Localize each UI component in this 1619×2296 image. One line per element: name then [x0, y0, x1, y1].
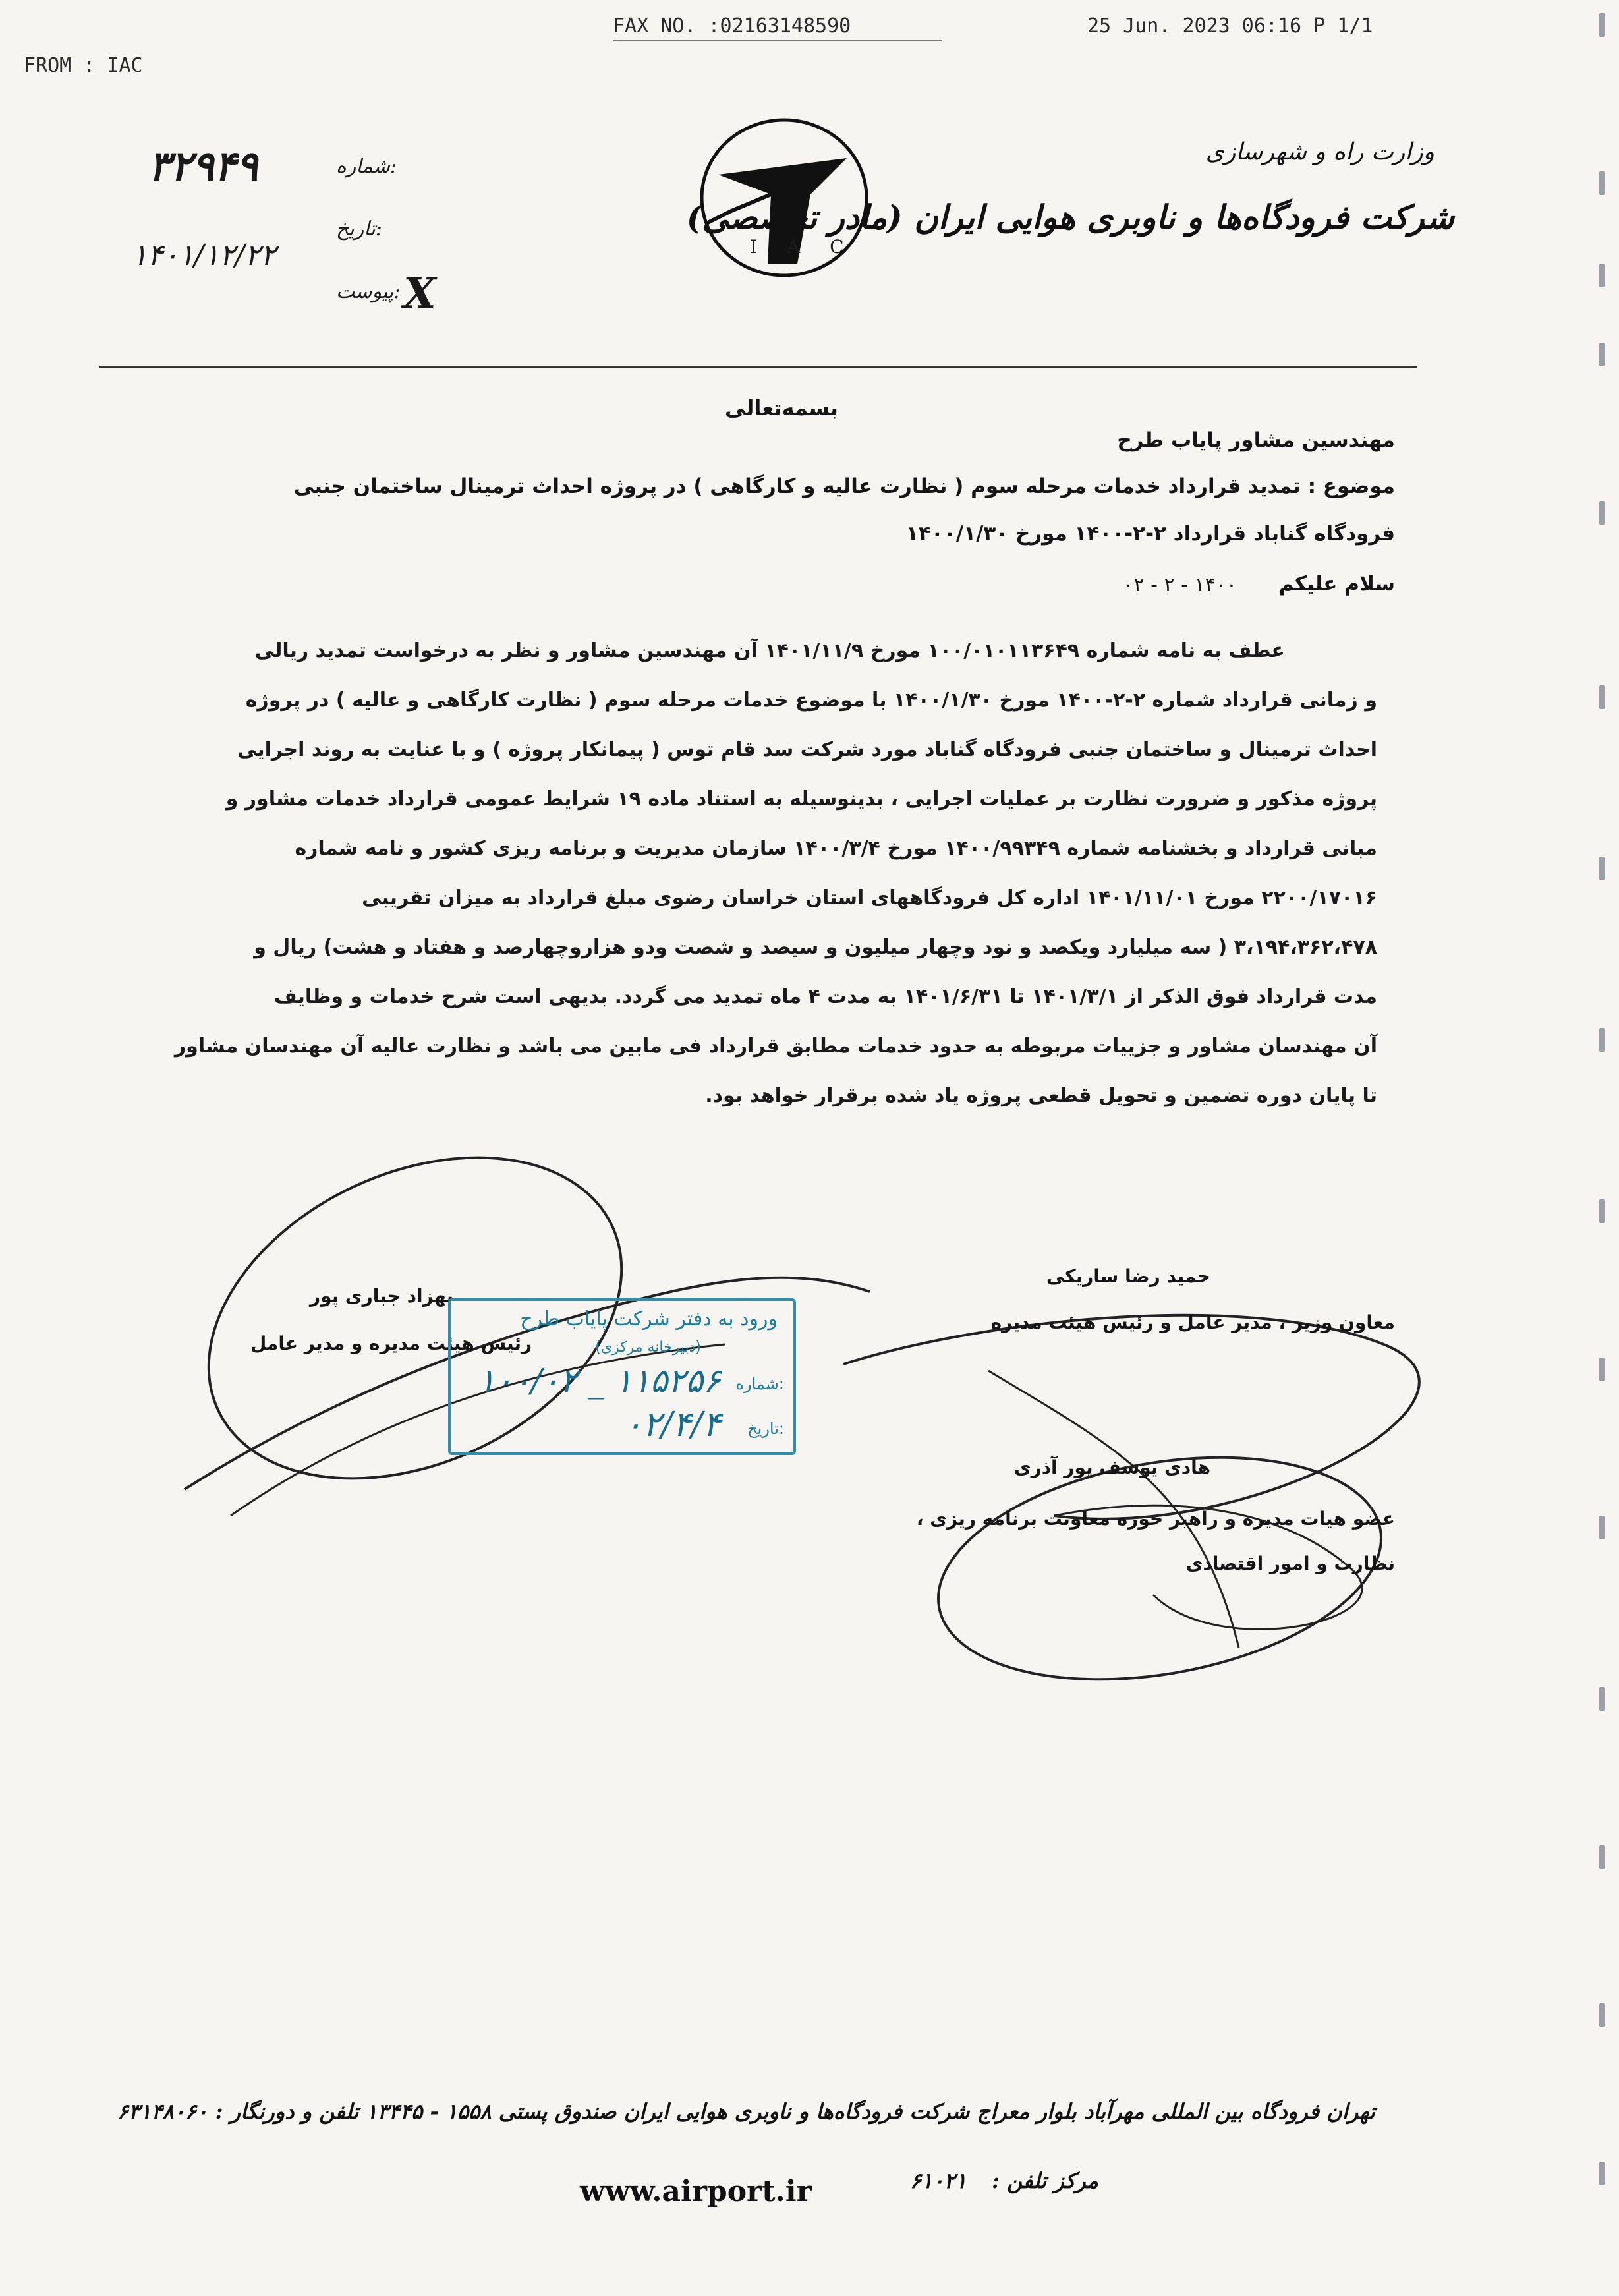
footer-phone: ۶۱۰۲۱ — [910, 2168, 967, 2193]
letter-number-label: شماره: — [336, 155, 397, 178]
letter-number-value: ۳۲۹۴۹ — [148, 142, 258, 190]
stamp-subtitle: (دبیرخانه مرکزی) — [595, 1339, 701, 1356]
header-divider — [99, 366, 1417, 368]
footer-website: www.airport.ir — [580, 2175, 812, 2208]
invocation: بسمه‌تعالی — [725, 395, 838, 420]
body-line: ۲۲۰۰/۱۷۰۱۶ مورخ ۱۴۰۱/۱۱/۰۱ اداره کل فرودگاههای استان خراسان رضوی مبلغ قرارداد به میزان تقریبی — [362, 886, 1377, 909]
body-line: پروژه مذکور و ضرورت نظارت بر عملیات اجرایی ، بدینوسیله به استناد ماده ۱۹ شرایط عمومی قرارداد خدمات مشاور و — [225, 788, 1377, 811]
subject-line-2: فرودگاه گناباد قرارداد ۲-۲-۱۴۰۰ مورخ ۱۴۰۰/۱/۳۰ — [906, 522, 1395, 546]
signer-2-name: بهزاد جباری پور — [310, 1285, 453, 1307]
body-line: مبانی قرارداد و بخشنامه شماره ۱۴۰۰/۹۹۳۴۹ مورخ ۱۴۰۰/۳/۴ سازمان مدیریت و برنامه ریزی کشور و نامه شماره — [295, 837, 1377, 860]
body-line: آن مهندسان مشاور و جزییات مربوطه به حدود خدمات مطابق قرارداد فی مابین می باشد و نظارت عالیه آن مهندسان مشاور — [174, 1035, 1377, 1058]
fax-number: FAX NO. :02163148590 — [613, 14, 851, 38]
received-stamp — [448, 1298, 796, 1455]
letter-date-label: تاریخ: — [336, 217, 382, 241]
greeting: سلام علیکم — [1278, 572, 1395, 596]
signer-3-name: هادی یوسف پور آذری — [1013, 1456, 1210, 1478]
signer-3-title-1: عضو هیات مدیره و راهبر حوزه معاونت برنامه ریزی ، — [916, 1508, 1395, 1530]
stamp-date-label: تاریخ: — [747, 1420, 784, 1438]
body-line: و زمانی قرارداد شماره ۲-۲-۱۴۰۰ مورخ ۱۴۰۰/۱/۳۰ با موضوع خدمات مرحله سوم ( نظارت کارگاهی و عالیه ) در پروژه — [245, 689, 1377, 712]
letter-attachment-value: X — [403, 269, 436, 318]
body-line: مدت قرارداد فوق الذکر از ۱۴۰۱/۳/۱ تا ۱۴۰۱/۶/۳۱ به مدت ۴ ماه تمدید می گردد. بدیهی است شرح خدمات و وظایف — [273, 985, 1377, 1008]
body-line: عطف به نامه شماره ۱۰۰/۰۱۰۱۱۳۶۴۹ مورخ ۱۴۰۱/۱۱/۹ آن مهندسین مشاور و نظر به درخواست تمدید ریالی — [254, 639, 1285, 662]
footer-phone-label: مرکز تلفن : — [992, 2168, 1098, 2193]
subject-line-1: موضوع : تمدید قرارداد خدمات مرحله سوم ( نظارت عالیه و کارگاهی ) در پروژه احداث ترمینال ساختمان جنبی — [293, 474, 1395, 498]
logo-text: I A C — [750, 236, 856, 258]
recipient: مهندسین مشاور پایاب طرح — [1117, 428, 1395, 452]
fax-from: FROM : IAC — [24, 54, 143, 77]
stamp-date-value: ۰۲/۴/۴ — [624, 1405, 721, 1445]
contract-code: ۱۴۰۰ - ۲ - ۰۲ — [1123, 573, 1237, 596]
signer-2-title: رئیس هیئت مدیره و مدیر عامل — [250, 1333, 532, 1354]
fax-datetime: 25 Jun. 2023 06:16 P 1/1 — [1087, 14, 1373, 38]
ministry-name: وزارت راه و شهرسازی — [1205, 138, 1434, 165]
signer-3-title-2: نظارت و امور اقتصادی — [1185, 1553, 1395, 1574]
signer-1-title: معاون وزیر ، مدیر عامل و رئیس هیئت مدیره — [990, 1311, 1395, 1333]
letter-date-value: ۱۴۰۱/۱۲/۲۲ — [132, 239, 276, 272]
footer-address: تهران فرودگاه بین المللی مهرآباد بلوار معراج شرکت فرودگاه‌ها و ناوبری هوایی ایران صندوق پستی ۱۵۵۸ - ۱۳۴۴۵ تلفن و دورنگار : ۶۳۱۴۸۰۶۰ — [117, 2099, 1375, 2124]
stamp-number-label: شماره: — [735, 1375, 784, 1393]
letter-attachment-label: پیوست: — [336, 280, 401, 303]
body-line: تا پایان دوره تضمین و تحویل قطعی پروژه یاد شده برقرار خواهد بود. — [705, 1084, 1377, 1107]
letter-body — [165, 626, 1377, 1120]
stamp-number-value: ۱۰۰/۰۲ _ ۱۱۵۲۵۶ — [477, 1362, 721, 1400]
body-line: احداث ترمینال و ساختمان جنبی فرودگاه گناباد مورد شرکت سد قام توس ( پیمانکار پروژه ) و با عنایت به روند اجرایی — [237, 738, 1377, 761]
stamp-title: ورود به دفتر شرکت پایاب طرح — [520, 1307, 778, 1331]
signer-1-name: حمید رضا ساریکی — [1046, 1265, 1210, 1287]
company-name: شرکت فرودگاه‌ها و ناوبری هوایی ایران (مادر تخصصی) — [686, 198, 1454, 237]
fax-underline — [613, 40, 942, 41]
body-line: ۳،۱۹۴،۳۶۲،۴۷۸ ( سه میلیارد ویکصد و نود وچهار میلیون و سیصد و شصت ودو هزاروچهارصد و هفتاد و هشت) ریال و — [254, 936, 1377, 959]
